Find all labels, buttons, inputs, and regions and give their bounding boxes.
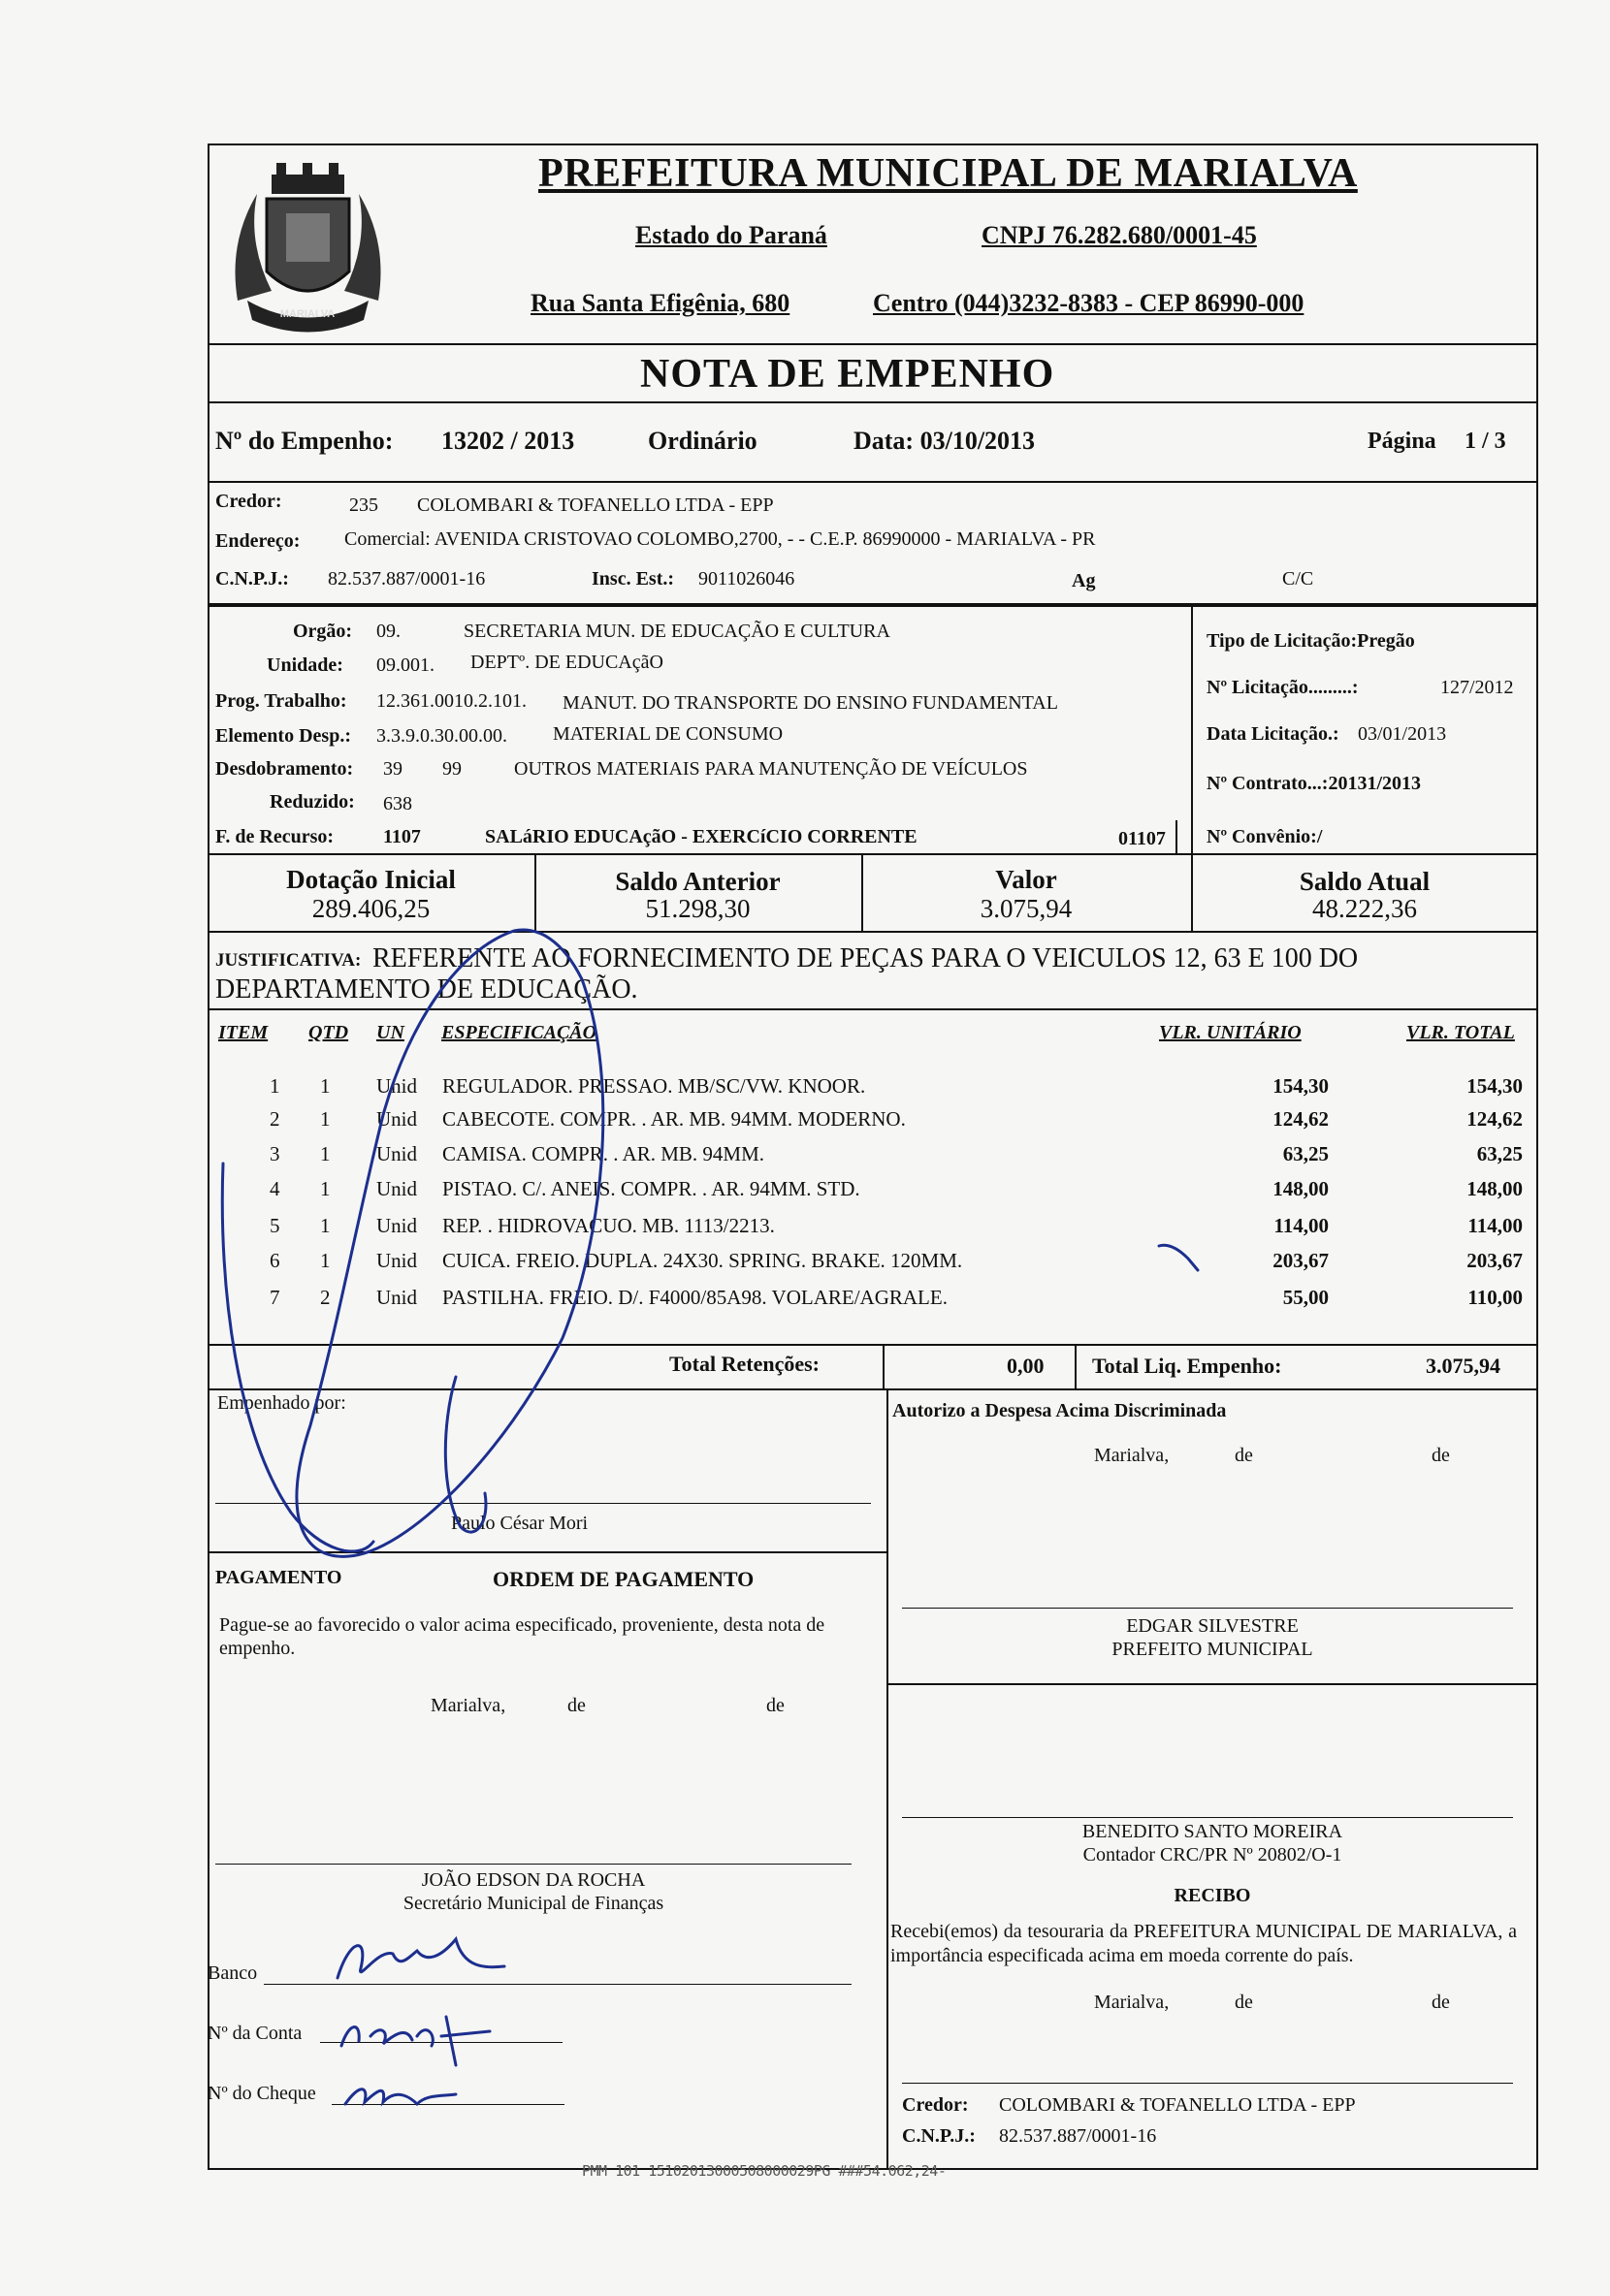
- item-un: Unid: [376, 1107, 417, 1131]
- orgao-label: Orgão:: [293, 621, 353, 642]
- contador-name: BENEDITO SANTO MOREIRA: [1081, 1821, 1343, 1842]
- ink-banco-signature: [338, 1939, 504, 1978]
- cheque-label: Nº do Cheque: [208, 2083, 316, 2104]
- item-number: 4: [270, 1177, 280, 1200]
- item-total-value: 63,25: [1476, 1142, 1523, 1165]
- pagamento-text: Pague-se ao favorecido o valor acima especificado, proveniente, desta nota de empenho.: [219, 1614, 825, 1659]
- desdobramento-label: Desdobramento:: [215, 758, 354, 780]
- item-number: 2: [270, 1107, 280, 1131]
- page-label: Página: [1368, 429, 1436, 454]
- total-liquido-value: 3.075,94: [1426, 1354, 1500, 1378]
- desdobramento-code-2: 99: [442, 758, 462, 780]
- autorizo-de-2: de: [1432, 1445, 1450, 1466]
- empenhado-name: Paulo César Mori: [451, 1513, 589, 1534]
- item-un: Unid: [376, 1074, 417, 1098]
- convenio-number: Nº Convênio:/: [1207, 826, 1323, 847]
- autorizo-city: Marialva,: [1094, 1445, 1170, 1466]
- item-spec: REGULADOR. PRESSAO. MB/SC/VW. KNOOR.: [442, 1074, 866, 1098]
- dotacao-value: 289.406,25: [311, 894, 431, 923]
- total-retencoes-label: Total Retenções:: [669, 1352, 820, 1376]
- credor-code: 235: [349, 494, 378, 516]
- recurso-code: 1107: [383, 826, 421, 847]
- pagamento-label: PAGAMENTO: [215, 1567, 342, 1588]
- col-unit-header: VLR. UNITÁRIO: [1159, 1022, 1302, 1043]
- saldo-atual-value: 48.222,36: [1312, 894, 1417, 923]
- empenho-number: 13202 / 2013: [441, 427, 575, 455]
- unidade-name: DEPTº. DE EDUCAçãO: [470, 652, 663, 673]
- item-number: 5: [270, 1214, 280, 1237]
- item-unit-value: 124,62: [1272, 1107, 1329, 1131]
- address-label: Endereço:: [215, 530, 301, 552]
- licitacao-number-label: Nº Licitação.........:: [1207, 677, 1359, 698]
- prefeito-name: EDGAR SILVESTRE: [1126, 1615, 1299, 1637]
- reduzido-code: 638: [383, 793, 412, 814]
- item-unit-value: 55,00: [1282, 1286, 1329, 1309]
- empenho-date: Data: 03/10/2013: [853, 427, 1036, 455]
- pagamento-city: Marialva,: [431, 1695, 506, 1716]
- pagamento-de-2: de: [766, 1695, 785, 1716]
- unidade-code: 09.001.: [376, 654, 435, 676]
- credor-address: Comercial: AVENIDA CRISTOVAO COLOMBO,2700, - - C.E.P. 86990000 - MARIALVA - PR: [344, 528, 1096, 550]
- item-spec: PASTILHA. FREIO. D/. F4000/85A98. VOLARE/AGRALE.: [442, 1286, 948, 1309]
- agency-label: Ag: [1072, 570, 1096, 591]
- ink-cheque-signature: [345, 2089, 456, 2104]
- pagamento-de-1: de: [567, 1695, 586, 1716]
- item-qtd: 1: [320, 1249, 331, 1272]
- prog-trabalho-label: Prog. Trabalho:: [215, 690, 347, 712]
- item-spec: PISTAO. C/. ANEIS. COMPR. . AR. 94MM. STD.: [442, 1177, 860, 1200]
- licitacao-date-label: Data Licitação.:: [1207, 723, 1339, 745]
- item-qtd: 2: [320, 1286, 331, 1309]
- item-total-value: 110,00: [1467, 1286, 1523, 1309]
- ink-tick-mark: [1159, 1245, 1198, 1270]
- item-unit-value: 154,30: [1272, 1074, 1329, 1098]
- insc-est: 9011026046: [698, 568, 795, 590]
- svg-text:MARIALVA: MARIALVA: [279, 308, 336, 320]
- empenho-number-label: Nº do Empenho:: [215, 427, 394, 455]
- empenhado-label: Empenhado por:: [217, 1392, 346, 1414]
- account-label: C/C: [1282, 568, 1314, 590]
- elemento-name: MATERIAL DE CONSUMO: [553, 723, 784, 745]
- page-number: 1 / 3: [1465, 429, 1506, 454]
- recurso-number: 01107: [1118, 828, 1166, 849]
- col-un-header: UN: [376, 1022, 404, 1043]
- municipality-contact: Centro (044)3232-8383 - CEP 86990-000: [873, 289, 1304, 317]
- item-qtd: 1: [320, 1074, 331, 1098]
- item-number: 1: [270, 1074, 280, 1098]
- licitacao-number: 127/2012: [1440, 677, 1514, 698]
- licitacao-date: 03/01/2013: [1358, 723, 1447, 745]
- col-spec-header: ESPECIFICAÇÃO: [441, 1022, 597, 1043]
- autorizo-de-1: de: [1235, 1445, 1253, 1466]
- ink-inner-loop: [445, 1377, 486, 1532]
- item-total-value: 124,62: [1466, 1107, 1523, 1131]
- elemento-code: 3.3.9.0.30.00.00.: [376, 725, 507, 747]
- item-number: 3: [270, 1142, 280, 1165]
- municipality-title: PREFEITURA MUNICIPAL DE MARIALVA: [538, 151, 1358, 196]
- contrato-number: Nº Contrato...:20131/2013: [1207, 773, 1422, 794]
- recurso-label: F. de Recurso:: [215, 826, 335, 847]
- recibo-de-1: de: [1235, 1992, 1253, 2013]
- saldo-anterior-value: 51.298,30: [645, 894, 751, 923]
- ink-conta-signature: [341, 2017, 490, 2065]
- item-total-value: 114,00: [1467, 1214, 1523, 1237]
- insc-est-label: Insc. Est.:: [592, 568, 675, 590]
- recibo-de-2: de: [1432, 1992, 1450, 2013]
- state-name: Estado do Paraná: [635, 221, 827, 249]
- item-number: 6: [270, 1249, 280, 1272]
- item-un: Unid: [376, 1177, 417, 1200]
- autorizo-label: Autorizo a Despesa Acima Discriminada: [892, 1400, 1227, 1421]
- item-un: Unid: [376, 1214, 417, 1237]
- item-qtd: 1: [320, 1142, 331, 1165]
- item-spec: CABECOTE. COMPR. . AR. MB. 94MM. MODERNO.: [442, 1107, 906, 1131]
- municipality-address: Rua Santa Efigênia, 680: [531, 289, 790, 317]
- contador-title: Contador CRC/PR Nº 20802/O-1: [1082, 1844, 1342, 1866]
- credor-label: Credor:: [215, 491, 282, 512]
- col-item-header: ITEM: [218, 1022, 269, 1043]
- item-spec: CAMISA. COMPR. . AR. MB. 94MM.: [442, 1142, 765, 1165]
- item-number: 7: [270, 1286, 280, 1309]
- municipality-cnpj: CNPJ 76.282.680/0001-45: [982, 221, 1257, 249]
- recurso-name: SALáRIO EDUCAçãO - EXERCíCIO CORRENTE: [485, 826, 918, 847]
- saldo-atual-label: Saldo Atual: [1299, 867, 1431, 896]
- orgao-code: 09.: [376, 621, 401, 642]
- item-unit-value: 63,25: [1282, 1142, 1329, 1165]
- item-un: Unid: [376, 1249, 417, 1272]
- tipo-licitacao: Tipo de Licitação:Pregão: [1207, 630, 1415, 652]
- item-unit-value: 203,67: [1272, 1249, 1329, 1272]
- valor-label: Valor: [995, 865, 1057, 894]
- ordem-pagamento-label: ORDEM DE PAGAMENTO: [493, 1567, 755, 1591]
- credor-footer-name: COLOMBARI & TOFANELLO LTDA - EPP: [999, 2094, 1356, 2116]
- banco-label: Banco: [208, 1962, 258, 1984]
- empenho-type: Ordinário: [648, 427, 757, 455]
- item-unit-value: 114,00: [1273, 1214, 1329, 1237]
- secretario-name: JOÃO EDSON DA ROCHA: [421, 1869, 646, 1891]
- col-total-header: VLR. TOTAL: [1406, 1022, 1515, 1043]
- recibo-city: Marialva,: [1094, 1992, 1170, 2013]
- conta-label: Nº da Conta: [208, 2023, 303, 2044]
- credor-cnpj: 82.537.887/0001-16: [328, 568, 486, 590]
- item-total-value: 154,30: [1466, 1074, 1523, 1098]
- prefeito-title: PREFEITO MUNICIPAL: [1111, 1639, 1313, 1660]
- item-un: Unid: [376, 1286, 417, 1309]
- item-unit-value: 148,00: [1272, 1177, 1329, 1200]
- elemento-label: Elemento Desp.:: [215, 725, 351, 747]
- item-qtd: 1: [320, 1107, 331, 1131]
- desdobramento-name: OUTROS MATERIAIS PARA MANUTENÇÃO DE VEÍCULOS: [514, 758, 1028, 780]
- saldo-anterior-label: Saldo Anterior: [615, 867, 781, 896]
- justificativa-text-1: REFERENTE AO FORNECIMENTO DE PEÇAS PARA O VEICULOS 12, 63 E 100 DO: [372, 943, 1359, 973]
- document-title: NOTA DE EMPENHO: [640, 352, 1055, 397]
- recibo-label: RECIBO: [1174, 1885, 1251, 1906]
- valor-value: 3.075,94: [980, 894, 1073, 923]
- desdobramento-code-1: 39: [383, 758, 402, 780]
- orgao-name: SECRETARIA MUN. DE EDUCAÇÃO E CULTURA: [464, 621, 890, 642]
- secretario-title: Secretário Municipal de Finanças: [402, 1893, 664, 1914]
- dotacao-label: Dotação Inicial: [286, 865, 456, 894]
- credor-name: COLOMBARI & TOFANELLO LTDA - EPP: [417, 494, 774, 516]
- credor-footer-cnpj-label: C.N.P.J.:: [902, 2125, 976, 2147]
- credor-footer-label: Credor:: [902, 2094, 969, 2116]
- footer-print-code: PMM 101 15102013000508000029PG ###54.062,24-: [582, 2162, 947, 2180]
- item-un: Unid: [376, 1142, 417, 1165]
- item-spec: CUICA. FREIO. DUPLA. 24X30. SPRING. BRAKE. 120MM.: [442, 1249, 963, 1272]
- prog-trabalho-code: 12.361.0010.2.101.: [376, 690, 527, 712]
- prog-trabalho-name: MANUT. DO TRANSPORTE DO ENSINO FUNDAMENTAL: [563, 692, 1058, 714]
- credor-footer-cnpj: 82.537.887/0001-16: [999, 2125, 1157, 2147]
- justificativa-label: JUSTIFICATIVA:: [215, 950, 362, 971]
- item-qtd: 1: [320, 1214, 331, 1237]
- credor-cnpj-label: C.N.P.J.:: [215, 568, 289, 590]
- item-spec: REP. . HIDROVACUO. MB. 1113/2213.: [442, 1214, 775, 1237]
- total-retencoes-value: 0,00: [1007, 1354, 1045, 1378]
- total-liquido-label: Total Liq. Empenho:: [1092, 1354, 1282, 1378]
- item-qtd: 1: [320, 1177, 331, 1200]
- item-total-value: 203,67: [1466, 1249, 1523, 1272]
- justificativa-text-2: DEPARTAMENTO DE EDUCAÇÃO.: [215, 974, 638, 1004]
- col-qtd-header: QTD: [308, 1022, 349, 1043]
- item-total-value: 148,00: [1466, 1177, 1523, 1200]
- ink-loop-stroke: [297, 930, 603, 1556]
- reduzido-label: Reduzido:: [270, 791, 355, 813]
- unidade-label: Unidade:: [267, 654, 343, 676]
- recibo-text: Recebi(emos) da tesouraria da PREFEITURA MUNICIPAL DE MARIALVA, a importância especificada acima em moeda corrente do país.: [890, 1921, 1517, 1966]
